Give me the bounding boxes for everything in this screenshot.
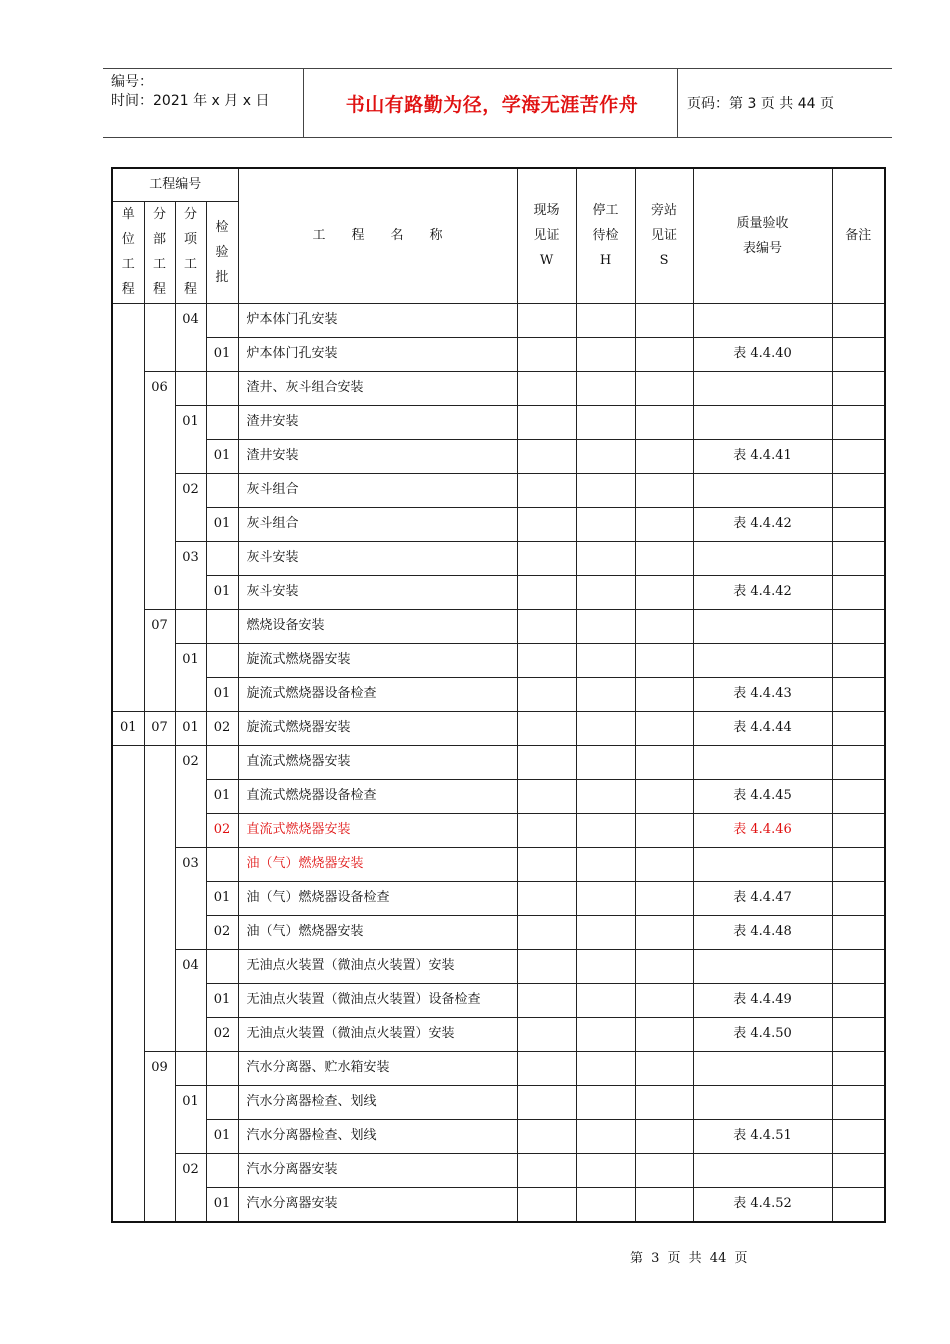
cell-standby-s	[635, 439, 693, 473]
cell-standby-s	[635, 983, 693, 1017]
cell-remarks	[832, 711, 885, 745]
cell-item: 01	[175, 405, 206, 473]
cell-remarks	[832, 337, 885, 371]
cell-part	[144, 745, 175, 1051]
cell-standby-s	[635, 847, 693, 881]
cell-standby-s	[635, 541, 693, 575]
table-row	[112, 949, 885, 983]
cell-witness-w	[517, 745, 576, 779]
cell-hold-h	[576, 881, 635, 915]
header-divider	[303, 69, 304, 137]
table-row	[112, 1187, 885, 1222]
table-row	[112, 1085, 885, 1119]
header-standby-s: 旁站 见证 S	[635, 168, 693, 303]
table-row	[112, 711, 885, 745]
cell-standby-s	[635, 575, 693, 609]
cell-hold-h	[576, 439, 635, 473]
cell-item: 04	[175, 949, 206, 1051]
cell-hold-h	[576, 1187, 635, 1222]
cell-project-name: 炉本体门孔安装	[238, 303, 517, 337]
table-row	[112, 677, 885, 711]
table-row	[112, 643, 885, 677]
cell-witness-w	[517, 303, 576, 337]
header-witness-w: 现场 见证 W	[517, 168, 576, 303]
cell-remarks	[832, 439, 885, 473]
cell-witness-w	[517, 881, 576, 915]
cell-hold-h	[576, 1119, 635, 1153]
cell-unit: 01	[112, 711, 144, 745]
cell-remarks	[832, 847, 885, 881]
cell-standby-s	[635, 1119, 693, 1153]
cell-standby-s	[635, 405, 693, 439]
cell-witness-w	[517, 847, 576, 881]
cell-project-name: 汽水分离器安装	[238, 1187, 517, 1222]
table-row	[112, 405, 885, 439]
cell-standby-s	[635, 813, 693, 847]
cell-hold-h	[576, 1051, 635, 1085]
cell-standby-s	[635, 1085, 693, 1119]
cell-witness-w	[517, 439, 576, 473]
cell-form-number: 表 4.4.42	[693, 575, 832, 609]
table-row	[112, 575, 885, 609]
cell-batch	[206, 473, 238, 507]
table-row	[112, 609, 885, 643]
cell-witness-w	[517, 1153, 576, 1187]
cell-batch	[206, 949, 238, 983]
cell-form-number: 表 4.4.49	[693, 983, 832, 1017]
cell-remarks	[832, 1051, 885, 1085]
cell-batch: 01	[206, 575, 238, 609]
header-unit: 单 位 工 程	[112, 201, 144, 303]
cell-batch: 01	[206, 881, 238, 915]
cell-batch	[206, 371, 238, 405]
cell-project-name: 炉本体门孔安装	[238, 337, 517, 371]
cell-hold-h	[576, 371, 635, 405]
cell-project-name: 汽水分离器检查、划线	[238, 1119, 517, 1153]
cell-hold-h	[576, 847, 635, 881]
cell-remarks	[832, 1187, 885, 1222]
cell-witness-w	[517, 915, 576, 949]
cell-remarks	[832, 813, 885, 847]
cell-batch	[206, 541, 238, 575]
cell-standby-s	[635, 1153, 693, 1187]
table-body	[112, 303, 885, 1222]
cell-remarks	[832, 949, 885, 983]
cell-witness-w	[517, 541, 576, 575]
cell-form-number: 表 4.4.43	[693, 677, 832, 711]
cell-batch: 01	[206, 779, 238, 813]
table-row	[112, 881, 885, 915]
cell-standby-s	[635, 1017, 693, 1051]
header-item: 分 项 工 程	[175, 201, 206, 303]
cell-project-name: 灰斗安装	[238, 575, 517, 609]
cell-hold-h	[576, 541, 635, 575]
cell-batch: 02	[206, 1017, 238, 1051]
cell-standby-s	[635, 949, 693, 983]
cell-item: 01	[175, 711, 206, 745]
cell-standby-s	[635, 711, 693, 745]
cell-witness-w	[517, 405, 576, 439]
cell-witness-w	[517, 337, 576, 371]
cell-remarks	[832, 881, 885, 915]
cell-project-name: 旋流式燃烧器安装	[238, 643, 517, 677]
table-row	[112, 779, 885, 813]
cell-remarks	[832, 1119, 885, 1153]
cell-batch	[206, 643, 238, 677]
cell-hold-h	[576, 507, 635, 541]
cell-witness-w	[517, 1187, 576, 1222]
cell-batch	[206, 1085, 238, 1119]
cell-remarks	[832, 745, 885, 779]
cell-form-number: 表 4.4.50	[693, 1017, 832, 1051]
cell-remarks	[832, 575, 885, 609]
cell-part: 06	[144, 371, 175, 609]
table-row	[112, 983, 885, 1017]
page-footer: 第 3 页 共 44 页	[630, 1251, 748, 1266]
cell-project-name: 油（气）燃烧器安装	[238, 915, 517, 949]
cell-project-name: 无油点火装置（微油点火装置）设备检查	[238, 983, 517, 1017]
cell-part: 09	[144, 1051, 175, 1222]
cell-remarks	[832, 983, 885, 1017]
cell-unit	[112, 303, 144, 711]
table-row	[112, 303, 885, 337]
cell-witness-w	[517, 473, 576, 507]
table-row	[112, 1153, 885, 1187]
cell-witness-w	[517, 643, 576, 677]
cell-item: 04	[175, 303, 206, 371]
cell-part: 07	[144, 609, 175, 711]
cell-batch: 01	[206, 507, 238, 541]
cell-batch	[206, 745, 238, 779]
cell-batch	[206, 1153, 238, 1187]
cell-witness-w	[517, 677, 576, 711]
cell-remarks	[832, 541, 885, 575]
cell-project-name: 燃烧设备安装	[238, 609, 517, 643]
cell-project-name: 旋流式燃烧器安装	[238, 711, 517, 745]
cell-form-number: 表 4.4.40	[693, 337, 832, 371]
cell-hold-h	[576, 1085, 635, 1119]
cell-form-number	[693, 1051, 832, 1085]
cell-item	[175, 609, 206, 643]
cell-remarks	[832, 1085, 885, 1119]
cell-item: 01	[175, 643, 206, 711]
table-row	[112, 745, 885, 779]
table-row	[112, 1051, 885, 1085]
page-header	[103, 68, 892, 138]
cell-hold-h	[576, 915, 635, 949]
cell-item	[175, 1051, 206, 1085]
cell-hold-h	[576, 575, 635, 609]
cell-hold-h	[576, 1153, 635, 1187]
cell-remarks	[832, 643, 885, 677]
cell-project-name: 汽水分离器安装	[238, 1153, 517, 1187]
cell-batch	[206, 405, 238, 439]
cell-remarks	[832, 1017, 885, 1051]
cell-remarks	[832, 1153, 885, 1187]
header-project-name: 工 程 名 称	[238, 168, 517, 303]
cell-form-number	[693, 847, 832, 881]
cell-project-name: 灰斗组合	[238, 473, 517, 507]
cell-batch: 01	[206, 337, 238, 371]
cell-witness-w	[517, 779, 576, 813]
cell-standby-s	[635, 303, 693, 337]
cell-hold-h	[576, 983, 635, 1017]
cell-batch: 01	[206, 1187, 238, 1222]
cell-witness-w	[517, 1051, 576, 1085]
header-motto: 书山有路勤为径，学海无涯苦作舟	[345, 93, 639, 116]
cell-form-number	[693, 609, 832, 643]
cell-item: 03	[175, 541, 206, 609]
cell-project-name: 汽水分离器、贮水箱安装	[238, 1051, 517, 1085]
cell-form-number: 表 4.4.45	[693, 779, 832, 813]
cell-project-name: 灰斗组合	[238, 507, 517, 541]
cell-batch	[206, 303, 238, 337]
cell-hold-h	[576, 643, 635, 677]
cell-standby-s	[635, 1051, 693, 1085]
header-project-code: 工程编号	[112, 168, 238, 201]
cell-witness-w	[517, 609, 576, 643]
cell-remarks	[832, 779, 885, 813]
cell-form-number	[693, 303, 832, 337]
cell-unit	[112, 745, 144, 1222]
cell-project-name: 油（气）燃烧器安装	[238, 847, 517, 881]
cell-item: 02	[175, 1153, 206, 1222]
table-row	[112, 847, 885, 881]
cell-project-name: 旋流式燃烧器设备检查	[238, 677, 517, 711]
table-row	[112, 337, 885, 371]
cell-remarks	[832, 609, 885, 643]
cell-remarks	[832, 507, 885, 541]
cell-item: 03	[175, 847, 206, 949]
cell-witness-w	[517, 983, 576, 1017]
cell-form-number	[693, 541, 832, 575]
cell-project-name: 直流式燃烧器设备检查	[238, 779, 517, 813]
cell-form-number: 表 4.4.52	[693, 1187, 832, 1222]
cell-project-name: 直流式燃烧器安装	[238, 745, 517, 779]
header-page-number: 页码：第 3 页 共 44 页	[687, 96, 834, 112]
header-form-number: 质量验收 表编号	[693, 168, 832, 303]
cell-hold-h	[576, 609, 635, 643]
cell-witness-w	[517, 371, 576, 405]
cell-standby-s	[635, 779, 693, 813]
cell-remarks	[832, 371, 885, 405]
cell-project-name: 渣井、灰斗组合安装	[238, 371, 517, 405]
table-row	[112, 439, 885, 473]
cell-standby-s	[635, 745, 693, 779]
code-label: 编号：	[111, 74, 153, 90]
cell-hold-h	[576, 405, 635, 439]
cell-standby-s	[635, 677, 693, 711]
cell-batch: 01	[206, 1119, 238, 1153]
header-batch: 检 验 批	[206, 201, 238, 303]
table-row	[112, 915, 885, 949]
cell-batch: 01	[206, 983, 238, 1017]
cell-form-number: 表 4.4.42	[693, 507, 832, 541]
inspection-table	[111, 167, 886, 1223]
cell-standby-s	[635, 643, 693, 677]
cell-hold-h	[576, 1017, 635, 1051]
cell-hold-h	[576, 473, 635, 507]
cell-hold-h	[576, 949, 635, 983]
cell-batch	[206, 1051, 238, 1085]
cell-hold-h	[576, 779, 635, 813]
cell-standby-s	[635, 337, 693, 371]
cell-project-name: 渣井安装	[238, 405, 517, 439]
cell-form-number	[693, 473, 832, 507]
cell-form-number: 表 4.4.48	[693, 915, 832, 949]
cell-standby-s	[635, 881, 693, 915]
cell-part	[144, 303, 175, 371]
cell-part: 07	[144, 711, 175, 745]
cell-batch: 01	[206, 677, 238, 711]
cell-item: 02	[175, 473, 206, 541]
header-part: 分 部 工 程	[144, 201, 175, 303]
cell-standby-s	[635, 1187, 693, 1222]
cell-hold-h	[576, 745, 635, 779]
cell-project-name: 汽水分离器检查、划线	[238, 1085, 517, 1119]
cell-hold-h	[576, 677, 635, 711]
time-label: 时间：2021 年 x 月 x 日	[111, 93, 270, 109]
cell-form-number	[693, 745, 832, 779]
header-meta	[111, 73, 269, 111]
cell-witness-w	[517, 1017, 576, 1051]
cell-remarks	[832, 405, 885, 439]
cell-item: 01	[175, 1085, 206, 1153]
cell-witness-w	[517, 1119, 576, 1153]
table-row	[112, 1119, 885, 1153]
cell-form-number	[693, 405, 832, 439]
cell-project-name: 油（气）燃烧器设备检查	[238, 881, 517, 915]
cell-witness-w	[517, 507, 576, 541]
cell-hold-h	[576, 337, 635, 371]
cell-project-name: 灰斗安装	[238, 541, 517, 575]
cell-project-name: 无油点火装置（微油点火装置）安装	[238, 1017, 517, 1051]
cell-remarks	[832, 677, 885, 711]
cell-witness-w	[517, 575, 576, 609]
cell-hold-h	[576, 711, 635, 745]
cell-remarks	[832, 473, 885, 507]
table-row	[112, 1017, 885, 1051]
cell-standby-s	[635, 371, 693, 405]
cell-batch: 02	[206, 711, 238, 745]
cell-standby-s	[635, 609, 693, 643]
cell-remarks	[832, 303, 885, 337]
cell-batch: 01	[206, 439, 238, 473]
header-remarks: 备注	[832, 168, 885, 303]
cell-batch	[206, 609, 238, 643]
cell-item: 02	[175, 745, 206, 847]
cell-form-number	[693, 643, 832, 677]
cell-form-number	[693, 371, 832, 405]
cell-witness-w	[517, 711, 576, 745]
cell-project-name: 无油点火装置（微油点火装置）安装	[238, 949, 517, 983]
cell-standby-s	[635, 915, 693, 949]
cell-form-number: 表 4.4.47	[693, 881, 832, 915]
cell-form-number: 表 4.4.46	[693, 813, 832, 847]
cell-witness-w	[517, 1085, 576, 1119]
cell-form-number	[693, 1153, 832, 1187]
cell-remarks	[832, 915, 885, 949]
cell-batch: 02	[206, 813, 238, 847]
cell-standby-s	[635, 473, 693, 507]
header-divider	[677, 69, 678, 137]
cell-form-number: 表 4.4.51	[693, 1119, 832, 1153]
cell-project-name: 渣井安装	[238, 439, 517, 473]
cell-batch	[206, 847, 238, 881]
cell-form-number	[693, 949, 832, 983]
cell-hold-h	[576, 813, 635, 847]
cell-witness-w	[517, 813, 576, 847]
table-row	[112, 473, 885, 507]
cell-form-number: 表 4.4.41	[693, 439, 832, 473]
cell-project-name: 直流式燃烧器安装	[238, 813, 517, 847]
header-hold-h: 停工 待检 H	[576, 168, 635, 303]
cell-form-number	[693, 1085, 832, 1119]
table-row	[112, 507, 885, 541]
cell-witness-w	[517, 949, 576, 983]
table-row	[112, 813, 885, 847]
cell-batch: 02	[206, 915, 238, 949]
cell-standby-s	[635, 507, 693, 541]
table-row	[112, 371, 885, 405]
cell-item	[175, 371, 206, 405]
table-row	[112, 541, 885, 575]
cell-form-number: 表 4.4.44	[693, 711, 832, 745]
cell-hold-h	[576, 303, 635, 337]
